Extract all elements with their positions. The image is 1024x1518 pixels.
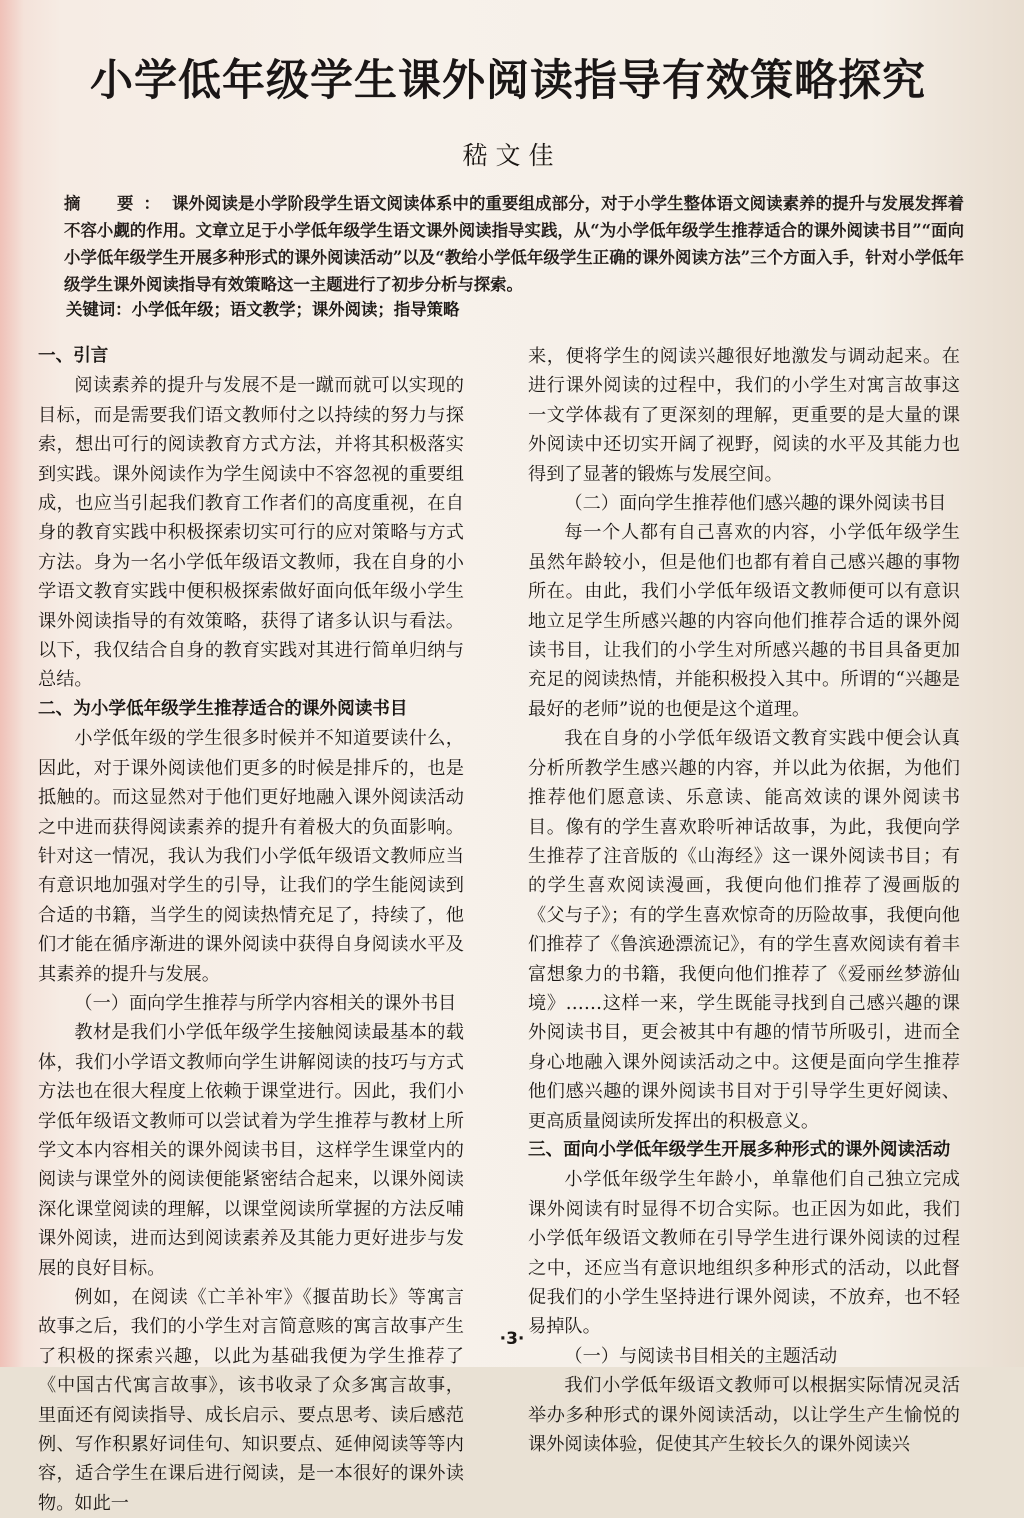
abstract [64,190,964,298]
page-edge-shadow [0,0,24,1367]
subsection-heading: （二）面向学生推荐他们感兴趣的课外阅读书目 [564,493,947,515]
abstract-text: 课外阅读是小学阶段学生语文阅读体系中的重要组成部分，对于小学生整体语文阅读素养的提升与发展发挥着不容小觑的作用。文章立足于小学低年级学生语文课外阅读指导实践，从“为小学低年级学生推荐适合的课外阅读书目”“面向小学低年级学生开展多种形式的课外阅读活动”以及“教给小学低年级学生正确的课外阅读方法”三个方面入手，针对小学低年级学生课外阅读指导有效策略这一主题进行了初步分析与探索。 [64,194,965,294]
keywords-label: 关键词： [66,300,132,319]
paragraph: 小学低年级学生年龄小，单靠他们自己独立完成课外阅读有时显得不切合实际。也正因为如此，我们小学低年级语文教师在引导学生进行课外阅读的过程之中，还应当有意识地组织多种形式的活动，以此督促我们的小学生坚持进行课外阅读，不放弃，也不轻易掉队。 [528,1169,960,1338]
right-column [528,342,960,1459]
abstract-label: 摘 要： [64,194,171,213]
page-number: ·3· [499,1329,525,1349]
paragraph: 来，便将学生的阅读兴趣很好地激发与调动起来。在进行课外阅读的过程中，我们的小学生对寓言故事这一文学体裁有了更深刻的理解，更重要的是大量的课外阅读中还切实开阔了视野，阅读的水平及其能力也得到了显著的锻炼与发展空间。 [528,346,960,485]
subsection-heading: （一）面向学生推荐与所学内容相关的课外书目 [74,992,457,1014]
paragraph: 每一个人都有自己喜欢的内容，小学低年级学生虽然年龄较小，但是他们也都有着自己感兴趣的事物所在。由此，我们小学低年级语文教师便可以有意识地立足学生所感兴趣的内容向他们推荐合适的课外阅读书目，让我们的小学生对所感兴趣的书目具备更加充足的阅读热情，并能积极投入其中。所谓的“兴趣是最好的老师”说的也便是这个道理。 [528,522,960,720]
paragraph: 教材是我们小学低年级学生接触阅读最基本的载体，我们小学语文教师向学生讲解阅读的技巧与方式方法也在很大程度上依赖于课堂进行。因此，我们小学低年级语文教师可以尝试着为学生推荐与教材上所学文本内容相关的课外阅读书目，这样学生课堂内的阅读与课堂外的阅读便能紧密结合起来，以课外阅读深化课堂阅读的理解，以课堂阅读所掌握的方法反哺课外阅读，进而达到阅读素养及其能力更好进步与发展的良好目标。 [38,1022,464,1279]
keywords-text: 小学低年级；语文教学；课外阅读；指导策略 [131,300,460,319]
subsection-heading: （一）与阅读书目相关的主题活动 [564,1345,838,1367]
section-heading-activities: 三、面向小学低年级学生开展多种形式的课外阅读活动 [528,1139,951,1160]
paragraph: 我在自身的小学低年级语文教育实践中便会认真分析所教学生感兴趣的内容，并以此为依据，为他们推荐他们愿意读、乐意读、能高效读的课外阅读书目。像有的学生喜欢聆听神话故事，为此，我便向学生推荐了注音版的《山海经》这一课外阅读书目；有的学生喜欢阅读漫画，我便向他们推荐了漫画版的《父与子》；有的学生喜欢惊奇的历险故事，我便向他们推荐了《鲁滨逊漂流记》，有的学生喜欢阅读有着丰富想象力的书籍，我便向他们推荐了《爱丽丝梦游仙境》……这样一来，学生既能寻找到自己感兴趣的课外阅读书目，更会被其中有趣的情节所吸引，进而全身心地融入课外阅读活动之中。这便是面向学生推荐他们感兴趣的课外阅读书目对于引导学生更好阅读、更高质量阅读所发挥出的积极意义。 [528,728,960,1132]
paragraph: 例如，在阅读《亡羊补牢》《揠苗助长》等寓言故事之后，我们的小学生对言简意赅的寓言故事产生了积极的探索兴趣，以此为基础我便为学生推荐了《中国古代寓言故事》，该书收录了众多寓言故事，里面还有阅读指导、成长启示、要点思考、读后感范例、写作积累好词佳句、知识要点、延伸阅读等等内容，适合学生在课后进行阅读，是一本很好的课外读物。如此一 [38,1287,464,1514]
paragraph: 我们小学低年级语文教师可以根据实际情况灵活举办多种形式的课外阅读活动，以让学生产生愉悦的课外阅读体验，促使其产生较长久的课外阅读兴 [528,1375,960,1456]
author-name: 嵇文佳 [462,141,562,170]
section-heading-intro: 一、引言 [38,346,109,366]
section-heading-recommend: 二、为小学低年级学生推荐适合的课外阅读书目 [38,698,408,719]
keywords [66,296,666,323]
article-title: 小学低年级学生课外阅读指导有效策略探究 [90,55,926,106]
paragraph: 阅读素养的提升与发展不是一蹴而就可以实现的目标，而是需要我们语文教师付之以持续的努力与探索，想出可行的阅读教育方式方法，并将其积极落实到实践。课外阅读作为学生阅读中不容忽视的重要组成，也应当引起我们教育工作者们的高度重视，在自身的教育实践中积极探索切实可行的应对策略与方式方法。身为一名小学低年级语文教师，我在自身的小学语文教育实践中便积极探索做好面向低年级小学生课外阅读指导的有效策略，获得了诸多认识与看法。以下，我仅结合自身的教育实践对其进行简单归纳与总结。 [38,375,464,691]
paragraph: 小学低年级的学生很多时候并不知道要读什么，因此，对于课外阅读他们更多的时候是排斥的，也是抵触的。而这显然对于他们更好地融入课外阅读活动之中进而获得阅读素养的提升有着极大的负面影响。针对这一情况，我认为我们小学低年级语文教师应当有意识地加强对学生的引导，让我们的学生能阅读到合适的书籍，当学生的阅读热情充足了，持续了，他们才能在循序渐进的课外阅读中获得自身阅读水平及其素养的提升与发展。 [38,728,464,985]
